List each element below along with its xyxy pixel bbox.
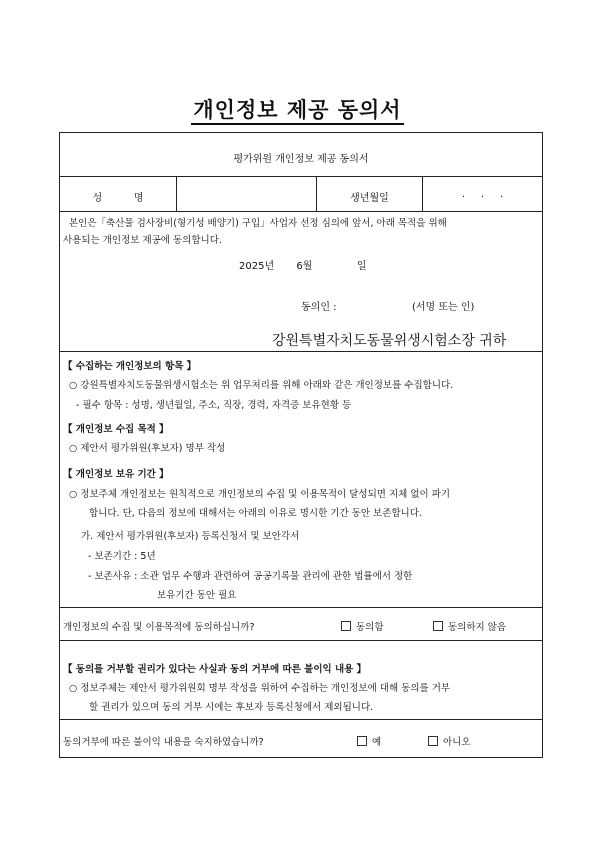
acknowledge-yes-label: 예 [372, 737, 382, 748]
section3-text: - 보존사유 : 소관 업무 수행과 관련하여 공공기록물 관리에 관한 법률에서 정한 [88, 571, 413, 582]
section4-text: 할 권리가 있으며 동의 거부 시에는 후보자 등록신청에서 제외됩니다. [89, 702, 374, 713]
acknowledge-no-label: 아니오 [443, 737, 471, 748]
consent-disagree-checkbox[interactable] [433, 619, 506, 633]
section-title-right-to-refuse: 【 동의를 거부할 권리가 있다는 사실과 동의 거부에 따른 불이익 내용 】 [63, 664, 367, 675]
acknowledge-yes-checkbox[interactable] [357, 734, 381, 748]
signer-hint: (서명 또는 인) [412, 302, 475, 313]
document-title [0, 94, 595, 124]
section-title-purpose: 【 개인정보 수집 목적 】 [63, 424, 169, 435]
acknowledge-question: 동의거부에 따른 불이익 내용을 숙지하였습니까? [63, 737, 264, 748]
divider [60, 211, 542, 212]
consent-statement-line1: 본인은「축산물 검사장비(형기성 배양기) 구입」사업자 선정 심의에 앞서, 아래 목적을 위해 [69, 218, 447, 229]
consent-agree-label: 동의함 [356, 622, 384, 633]
document-title-text: 개인정보 제공 동의서 [191, 97, 403, 125]
consent-statement-line2: 사용되는 개인정보 제공에 동의합니다. [63, 235, 222, 246]
consent-form [59, 132, 543, 758]
divider [60, 640, 542, 641]
section3-text: - 보존기간 : 5년 [88, 551, 156, 562]
consent-question: 개인정보의 수집 및 이용목적에 동의하십니까? [63, 622, 255, 633]
section-title-collected-items: 【 수집하는 개인정보의 항목 】 [63, 361, 197, 372]
form-header: 평가위원 개인정보 제공 동의서 [233, 154, 369, 165]
section-title-retention: 【 개인정보 보유 기간 】 [63, 469, 169, 480]
consent-disagree-label: 동의하지 않음 [448, 622, 507, 633]
checkbox-icon[interactable] [341, 621, 351, 631]
divider [60, 719, 542, 720]
divider [60, 351, 542, 352]
consent-date: 2025년 6월 일 [239, 261, 367, 272]
checkbox-icon[interactable] [433, 621, 443, 631]
divider [176, 176, 177, 211]
section3-text: 합니다. 단, 다음의 정보에 대해서는 아래의 이유로 명시한 기간 동안 보존합니다. [89, 508, 422, 519]
section4-text: ○ 정보주체는 제안서 평가위원회 명부 작성을 위하여 수집하는 개인정보에 대해 동의를 거부 [69, 683, 451, 694]
checkbox-icon[interactable] [357, 736, 367, 746]
birth-label: 생년월일 [350, 193, 389, 204]
birth-field[interactable]: . . . [461, 189, 504, 200]
addressee: 강원특별자치도동물위생시험소장 귀하 [272, 333, 507, 349]
section3-text: ○ 정보주체 개인정보는 원칙적으로 개인정보의 수집 및 이용목적이 달성되면 지체 없이 파기 [69, 489, 451, 500]
acknowledge-no-checkbox[interactable] [428, 734, 471, 748]
section1-text: - 필수 항목 : 성명, 생년월일, 주소, 직장, 경력, 자격증 보유현황 등 [76, 400, 352, 411]
checkbox-icon[interactable] [428, 736, 438, 746]
section3-text: 보유기간 동안 필요 [157, 590, 237, 601]
divider [60, 607, 542, 608]
signer-label: 동의인 : [301, 302, 337, 313]
divider [60, 176, 542, 177]
section1-text: ○ 강원특별자치도동물위생시험소는 위 업무처리를 위해 아래와 같은 개인정보를 수집합니다. [69, 380, 454, 391]
consent-agree-checkbox[interactable] [341, 619, 384, 633]
section3-text: 가. 제안서 평가위원(후보자) 등록신청서 및 보안각서 [81, 531, 300, 542]
section2-text: ○ 제안서 평가위원(후보자) 명부 작성 [69, 443, 226, 454]
name-label: 성 명 [92, 193, 144, 204]
